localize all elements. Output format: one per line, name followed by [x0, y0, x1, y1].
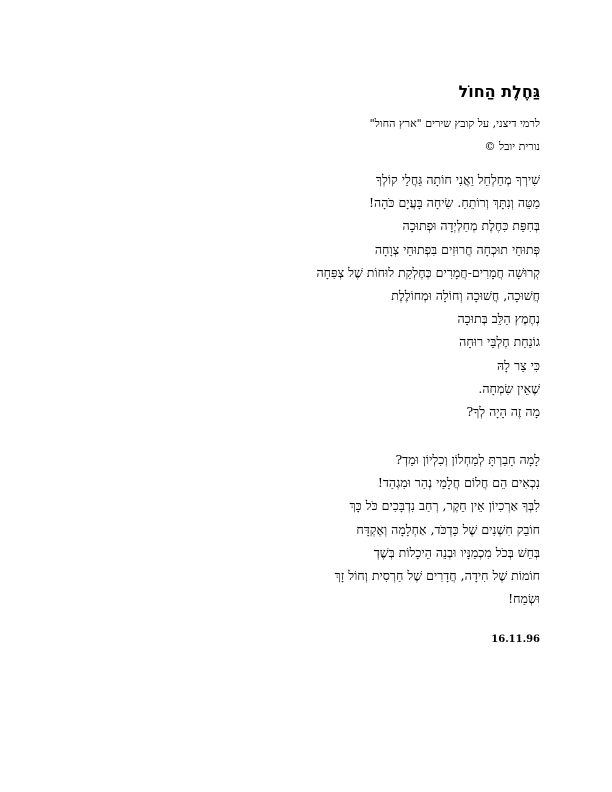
poem-line: שֶׁאֵין שִׂמְחָה.: [478, 380, 540, 396]
poem-line: חֲשׁוּכָה, חֲשׁוּכָה וְחוֹלָה וּמְחוֹלֶלֶת: [391, 287, 540, 303]
poem-header: [140, 82, 540, 154]
poem-line: גוֹנַחַת חֶלְבֵּי רוּחָה: [459, 334, 540, 350]
poem-line: וּשְׂמַח!: [508, 591, 540, 607]
poem-line: בְּחִפַּת כִּחֶלֶת מְחַלְיְדָה וּפְתוּכָה: [402, 218, 540, 234]
poem-line: חוֹבֵק חִשְׁנִים שֶׁל כַּדְכֹּד, אַחְלָמָה וְאֶקְדָּח: [356, 521, 540, 537]
poem-line: חוֹמוֹת שֶׁל חִידָה, חֲדָרִים שֶׁל חַרְסִית וְחוֹל זָךְ: [334, 567, 540, 583]
poem-line: בְּחֵשׁ בְּכֹל מִכְמַנָּיו וּבְנֵה הֵיכָלוֹת בְּשֶׁדְ: [373, 544, 540, 560]
poem-line: נִכְאִים הֵם חֲלוֹם חֲלָמַי נְהַר וּמִגְהַד!: [377, 475, 540, 491]
poem-dedication: לרמי דיצני, על קובץ שירים "ארץ החול": [369, 117, 540, 130]
poem-title: גַּחֶלֶת הַחוֹל: [458, 82, 540, 101]
poem-line: מָה זֶה הָיָה לְךָ?: [466, 403, 540, 419]
poem-stanza-2: [140, 448, 540, 610]
poem-line: שִׁירְךָ מְחַלְחֵל וַאֲנִי חוֹתָה גַּחֲלֵי קוֹלְךָ: [375, 172, 540, 187]
poem-line: מַטֵּה וְנִתָּךְ וְרוֹתֵחַ. שִׂיחָה בָּעֲיָם כֹּהָה!: [369, 195, 540, 211]
poem-date: 16.11.96: [491, 634, 540, 645]
poem-line: לָמָה חָבַרְתָּ לְמַחְלוֹן וְכִלְיוֹן וּמַדְ?: [395, 452, 540, 467]
poem-line: קְרוּשָׁה חֲמָרִים-חֲמָרִים כְּחֶלְקַת לוּחוֹת שֶׁל צְפִּחָה: [316, 264, 540, 280]
poem-line: כִּי צַר לָהּ: [496, 357, 540, 373]
poem-author: נורית יובל ©: [484, 140, 540, 153]
poem-stanza-1: [140, 168, 540, 423]
poem-line: לִבְּךָ אַרְכִיוֹן אֵין חֵקֶר, רְחַב נִדְבָּכִים כֹּל כָּךְ: [349, 498, 540, 514]
poem-line: נְחֶמֶץ הַלֵּב בְּתוּכָה: [457, 311, 540, 327]
poem-line: פְּתוּחֵי תוּכְחָה חֲרוּזִים בִּפְתוּחֵי צְוָחָה: [374, 241, 540, 257]
